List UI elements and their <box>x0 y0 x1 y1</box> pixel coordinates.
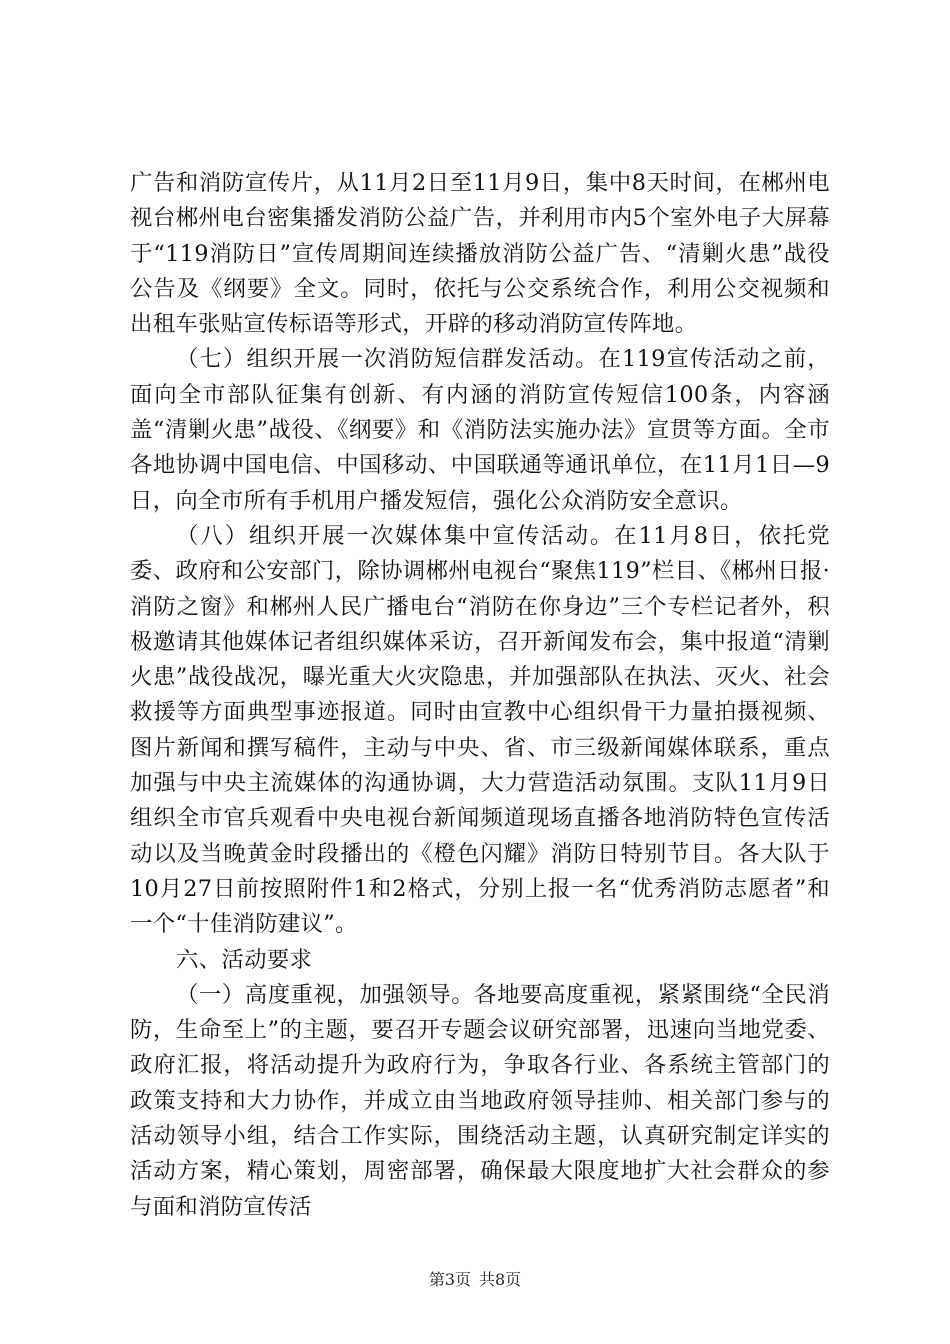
page-total: 共8页 <box>479 1270 522 1289</box>
paragraph-sms-campaign: （七）组织开展一次消防短信群发活动。在119宣传活动之前，面向全市部队征集有创新、有内涵的消防宣传短信100条，内容涵盖“清剿火患”战役、《纲要》和《消防法实施办法》宣贯等方面。全市各地协调中国电信、中国移动、中国联通等通讯单位，在11月1日—9日，向全市所有手机用户播发短信，强化公众消防安全意识。 <box>130 346 830 514</box>
paragraph-media-campaign: （八）组织开展一次媒体集中宣传活动。在11月8日，依托党委、政府和公安部门，除协调郴州电视台“聚焦119”栏目、《郴州日报·消防之窗》和郴州人民广播电台“消防在你身边”三个专栏记者外，积极邀请其他媒体记者组织媒体采访，召开新闻发布会，集中报道“清剿火患”战役战况，曝光重大火灾隐患，并加强部队在执法、灭火、社会救援等方面典型事迹报道。同时由宣教中心组织骨干力量拍摄视频、图片新闻和撰写稿件，主动与中央、省、市三级新闻媒体联系，重点加强与中央主流媒体的沟通协调，大力营造活动氛围。支队11月9日组织全市官兵观看中央电视台新闻频道现场直播各地消防特色宣传活动以及当晚黄金时段播出的《橙色闪耀》消防日特别节目。各大队于10月27日前按照附件1和2格式，分别上报一名“优秀消防志愿者”和一个“十佳消防建议”。 <box>130 522 830 938</box>
document-body <box>130 166 830 1225</box>
page-number: 第3页 <box>428 1270 471 1289</box>
page-footer <box>0 1270 950 1290</box>
paragraph-leadership: （一）高度重视，加强领导。各地要高度重视，紧紧围绕“全民消防，生命至上”的主题，要召开专题会议研究部署，迅速向当地党委、政府汇报，将活动提升为政府行为，争取各行业、各系统主管部门的政策支持和大力协作，并成立由当地政府领导挂帅、相关部门参与的活动领导小组，结合工作实际，围绕活动主题，认真研究制定详实的活动方案，精心策划，周密部署，确保最大限度地扩大社会群众的参与面和消防宣传活 <box>130 981 830 1220</box>
paragraph-continuation: 广告和消防宣传片，从11月2日至11月9日，集中8天时间，在郴州电视台郴州电台密集播发消防公益广告，并利用市内5个室外电子大屏幕于“119消防日”宣传周期间连续播放消防公益广告、“清剿火患”战役公告及《纲要》全文。同时，依托与公交系统合作，利用公交视频和出租车张贴宣传标语等形式，开辟的移动消防宣传阵地。 <box>130 170 830 338</box>
section-heading-requirements: 六、活动要求 <box>176 946 313 973</box>
